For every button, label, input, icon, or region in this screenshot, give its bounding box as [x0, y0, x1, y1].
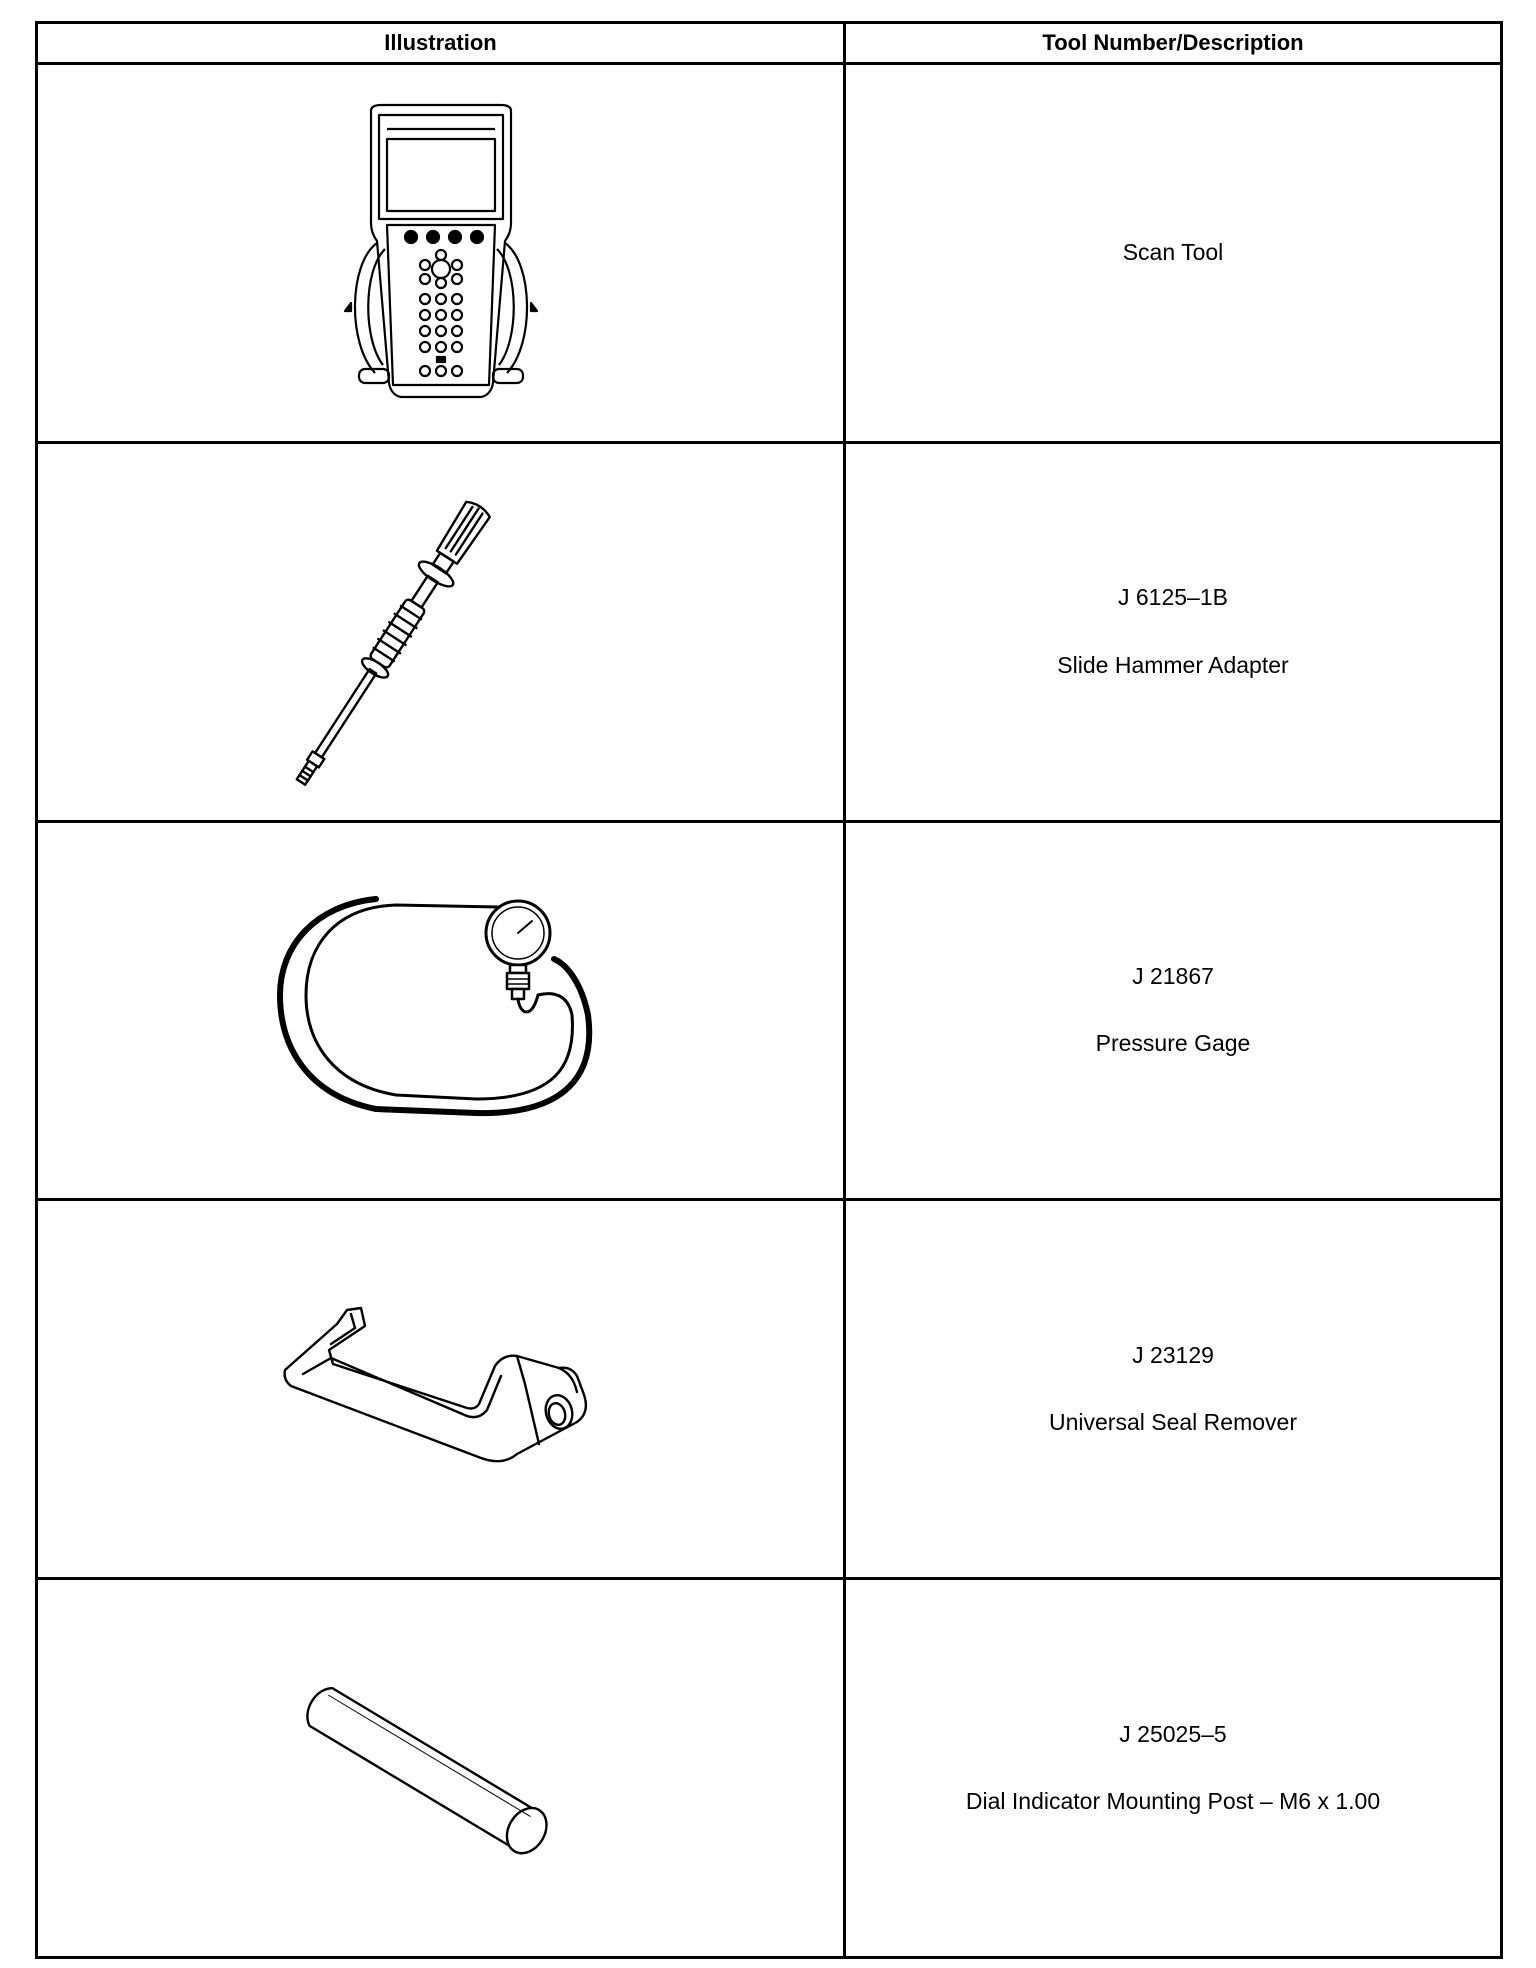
tool-number: J 23129: [1132, 1341, 1214, 1368]
header-row: [37, 23, 1502, 64]
tool-number: J 6125–1B: [1118, 584, 1228, 611]
seal-remover-icon: [281, 1304, 601, 1474]
scan-tool-icon: [341, 103, 541, 403]
illustration-cell: [37, 1200, 845, 1579]
illustration-cell: [37, 64, 845, 443]
illustration-cell: [37, 1579, 845, 1958]
illustration-cell: [37, 442, 845, 821]
header-illustration: Illustration: [37, 23, 845, 64]
tool-description: Pressure Gage: [1095, 1030, 1251, 1057]
table-row: [37, 442, 1502, 821]
description-cell: [845, 1579, 1502, 1958]
tool-description: Universal Seal Remover: [1049, 1409, 1297, 1436]
tool-description: Scan Tool: [1122, 239, 1224, 266]
description-cell: [845, 442, 1502, 821]
tool-number: J 25025–5: [1119, 1720, 1227, 1747]
tool-number: J 21867: [1132, 962, 1214, 989]
illustration-cell: [37, 821, 845, 1200]
table-row: [37, 64, 1502, 443]
tool-table: [35, 21, 1503, 1959]
table-row: [37, 1579, 1502, 1958]
description-cell: [845, 64, 1502, 443]
table-row: [37, 821, 1502, 1200]
table-row: [37, 1200, 1502, 1579]
slide-hammer-icon: [281, 467, 601, 797]
description-cell: [845, 821, 1502, 1200]
tool-description: Dial Indicator Mounting Post – M6 x 1.00: [965, 1788, 1381, 1815]
header-description: Tool Number/Description: [845, 23, 1502, 64]
pressure-gage-icon: [276, 895, 606, 1125]
mounting-post-icon: [291, 1673, 591, 1863]
description-cell: [845, 1200, 1502, 1579]
tool-description: Slide Hammer Adapter: [1057, 651, 1289, 678]
